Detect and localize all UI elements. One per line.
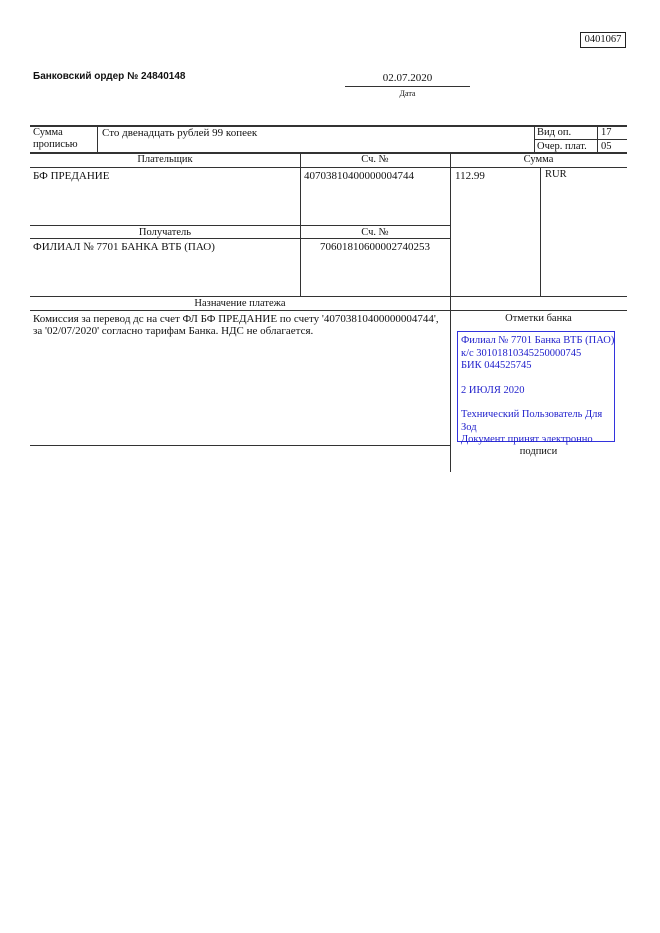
date-line (345, 86, 470, 87)
purpose-header: Назначение платежа (194, 298, 286, 309)
purpose-line-1: Комиссия за перевод дс на счет ФЛ БФ ПРЕДАНИЕ по счету '40703810400000004744', (33, 313, 439, 325)
divider (30, 445, 450, 446)
recipient-name: ФИЛИАЛ № 7701 БАНКА ВТБ (ПАО) (33, 241, 215, 253)
bank-marks-header: Отметки банка (505, 313, 572, 324)
divider (30, 310, 627, 311)
bank-stamp (457, 331, 615, 445)
divider (30, 296, 627, 297)
purpose-line-2: за '02/07/2020' согласно тарифам Банка. НДС не облагается. (33, 325, 314, 337)
stamp-line: БИК 044525745 (461, 360, 532, 371)
divider (30, 238, 450, 239)
recipient-account: 70601810600002740253 (320, 241, 430, 253)
stamp-line: Технический Пользователь Для (461, 409, 603, 420)
priority-label: Очер. плат. (537, 141, 587, 152)
sum-currency: RUR (545, 169, 567, 180)
date-label: Дата (399, 89, 416, 98)
stamp-date: 2 ИЮЛЯ 2020 (461, 384, 525, 396)
divider (540, 167, 541, 296)
payer-header: Плательщик (137, 154, 193, 165)
stamp-line: к/с 30101810345250000745 (461, 347, 582, 359)
divider (30, 225, 450, 226)
amount-words-value: Сто двенадцать рублей 99 копеек (102, 127, 258, 139)
divider (534, 125, 535, 152)
divider (300, 152, 301, 296)
stamp-line: Документ принят электронно (461, 434, 593, 445)
payer-account-header: Сч. № (361, 154, 389, 165)
divider (597, 125, 598, 152)
sum-header: Сумма (523, 154, 554, 165)
divider (534, 139, 627, 140)
priority-value: 05 (601, 141, 612, 152)
stamp-line: Зод (461, 421, 477, 433)
amount-words-label-2: прописью (33, 139, 78, 150)
form-code: 0401067 (580, 32, 626, 48)
amount-words-label: Сумма (33, 127, 63, 138)
payer-account: 40703810400000004744 (304, 170, 414, 182)
recipient-header: Получатель (138, 227, 192, 238)
op-type-value: 17 (601, 127, 612, 138)
sum-value: 112.99 (455, 170, 485, 182)
divider (450, 152, 451, 472)
recipient-account-header: Сч. № (361, 227, 389, 238)
document-title: Банковский ордер № 24840148 (33, 71, 186, 82)
op-type-label: Вид оп. (537, 127, 572, 138)
divider (97, 125, 98, 152)
divider (30, 167, 627, 168)
signatures-label: подписи (519, 446, 558, 457)
payer-name: БФ ПРЕДАНИЕ (33, 170, 110, 182)
date-value: 02.07.2020 (382, 72, 433, 84)
stamp-line: Филиал № 7701 Банка ВТБ (ПАО) (461, 335, 615, 346)
